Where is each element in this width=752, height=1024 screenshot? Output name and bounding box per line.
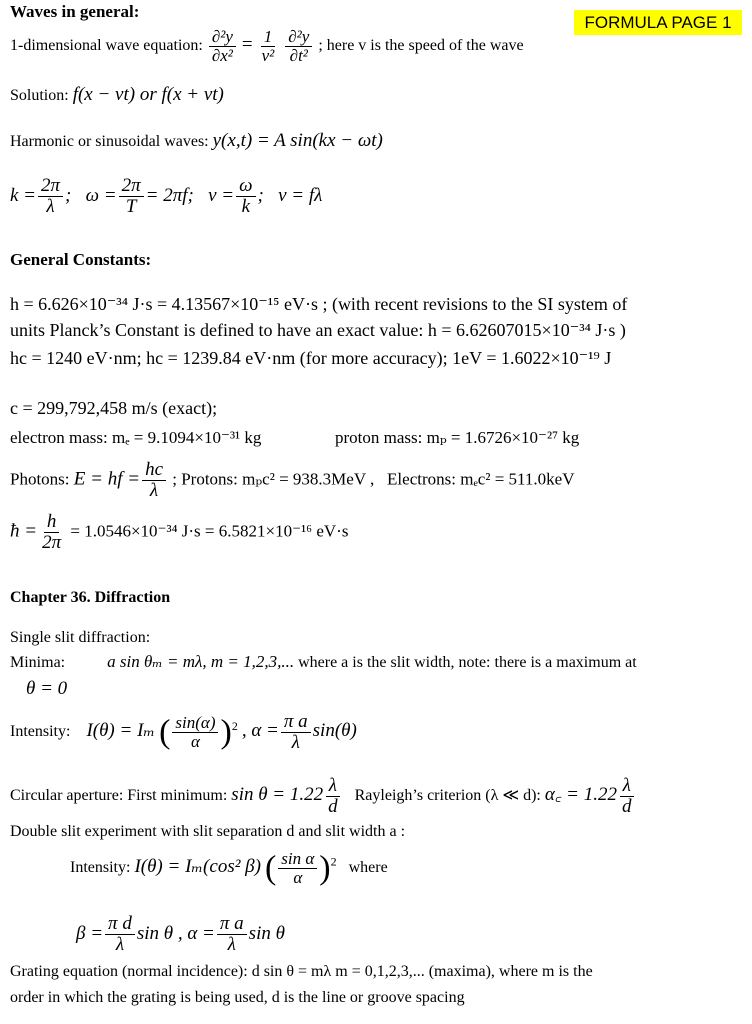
theta-zero: θ = 0	[26, 678, 68, 699]
solution-expr: f(x − vt) or f(x + vt)	[72, 84, 224, 105]
circular-label: Circular aperture: First minimum:	[10, 787, 228, 805]
wave-equation-line: 1-dimensional wave equation: $\frac{\text{∂²y}}{\text{∂x²}}$ = $\frac{1}{\text{v²}}$ $\frac{\text{∂²y}}{\text{∂t²}}$ ; here v is the speed of the wave	[10, 27, 524, 65]
double-slit-heading: Double slit experiment with slit separation d and slit width a :	[10, 823, 406, 840]
beta-alpha-defs: β = $\frac{\text{π d}}{\lambda}$ sin θ , α = $\frac{\text{π a}}{\lambda}$ sin θ	[76, 913, 285, 955]
single-slit-intensity: Intensity: I(θ) = Iₘ ( $\frac{\sin(\alpha)}{\alpha}$ )$^2$ , α = $\frac{\text{π a}}{\lambda}$ sin(θ)	[10, 711, 357, 753]
harmonic-line	[10, 130, 383, 153]
proton-mass: proton mass: mₚ = 1.6726×10⁻²⁷ kg	[335, 428, 580, 447]
solution-line	[10, 84, 224, 107]
harmonic-label: Harmonic or sinusoidal waves:	[10, 133, 209, 150]
double-slit-intensity: Intensity: I(θ) = Iₘ(cos² β) ( $\frac{\text{sin α}}{\alpha}$ )$^2$ where	[70, 849, 388, 887]
solution-label: Solution:	[10, 87, 69, 104]
planck-line-1: h = 6.626×10⁻³⁴ J·s = 4.13567×10⁻¹⁵ eV·s ; (with recent revisions to the SI system of	[10, 294, 628, 314]
single-slit-heading: Single slit diffraction:	[10, 629, 151, 646]
speed-of-light: c = 299,792,458 m/s (exact);	[10, 398, 218, 418]
minima-expr: a sin θₘ = mλ, m = 1,2,3,...	[107, 652, 295, 671]
wave-eq-label: 1-dimensional wave equation:	[10, 37, 203, 55]
grating-line-2: order in which the grating is being used, d is the line or groove spacing	[10, 989, 465, 1006]
hbar-line: ħ = $\frac{h}{2\pi}$ = 1.0546×10⁻³⁴ J·s = 6.5821×10⁻¹⁶ eV·s	[10, 511, 349, 553]
protons-expr: ; Protons: mₚc² = 938.3MeV ,	[172, 469, 375, 489]
wave-eq-note: ; here v is the speed of the wave	[318, 37, 524, 55]
hbar-value: = 1.0546×10⁻³⁴ J·s = 6.5821×10⁻¹⁶ eV·s	[70, 521, 349, 541]
formula-page-badge: FORMULA PAGE 1	[574, 10, 742, 35]
photons-label: Photons:	[10, 469, 70, 489]
intensity-label: Intensity:	[10, 723, 71, 741]
circular-aperture-line: Circular aperture: First minimum: sin θ = 1.22 $\frac{\lambda}{d}$ Rayleigh’s criterion (λ ≪ d): α꜀ = 1.22 $\frac{\lambda}{d}$	[10, 776, 637, 817]
minima-label: Minima:	[10, 654, 66, 671]
ds-intensity-label: Intensity:	[70, 859, 131, 877]
photon-line: Photons: E = hf = $\frac{hc}{\lambda}$ ; Protons: mₚc² = 938.3MeV , Electrons: mₑc² = 511.0keV	[10, 459, 575, 501]
diffraction-heading: Chapter 36. Diffraction	[10, 589, 171, 606]
electron-mass: electron mass: mₑ = 9.1094×10⁻³¹ kg	[10, 428, 262, 447]
constants-heading: General Constants:	[10, 250, 152, 269]
minima-note: where a is the slit width, note: there is a maximum at	[298, 654, 637, 671]
hc-line: hc = 1240 eV·nm; hc = 1239.84 eV·nm (for more accuracy); 1eV = 1.6022×10⁻¹⁹ J	[10, 348, 612, 368]
waves-heading: Waves in general:	[10, 2, 140, 21]
rayleigh-label: Rayleigh’s criterion (λ ≪ d):	[354, 787, 541, 805]
grating-line-1: Grating equation (normal incidence): d sin θ = mλ m = 0,1,2,3,... (maxima), where m is the	[10, 963, 593, 980]
wave-relations: k = $\frac{2\pi}{\lambda}$ ; ω = $\frac{2\pi}{T}$ = 2πf; v = $\frac{\omega}{k}$ ; v = fλ	[10, 175, 323, 217]
minima-line	[10, 652, 637, 672]
harmonic-expr: y(x,t) = A sin(kx − ωt)	[212, 130, 383, 151]
where-word: where	[348, 859, 388, 877]
planck-line-2: units Planck’s Constant is defined to have an exact value: h = 6.62607015×10⁻³⁴ J·s )	[10, 320, 626, 340]
electrons-expr: Electrons: mₑc² = 511.0keV	[387, 469, 575, 489]
